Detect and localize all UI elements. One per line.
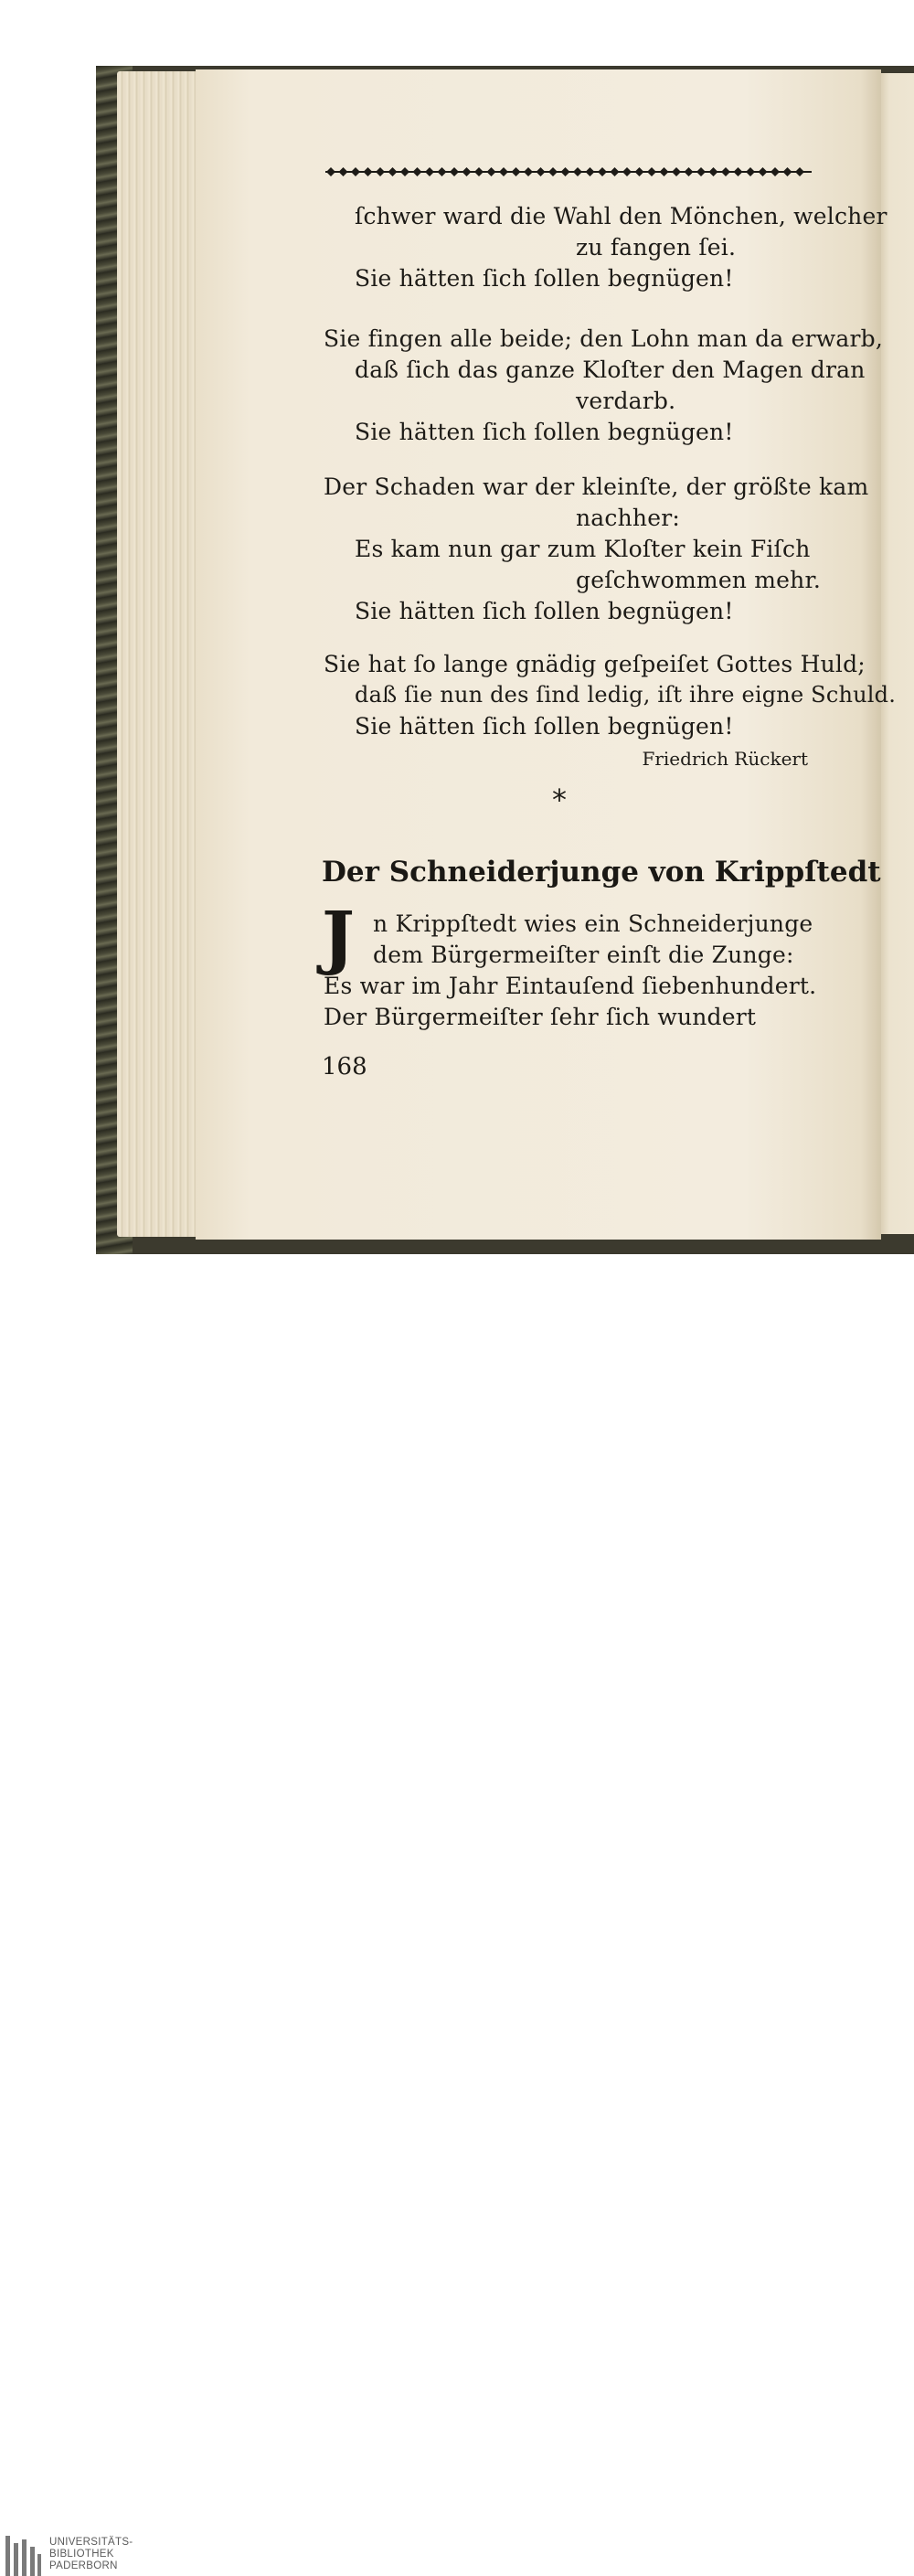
poem-line: daß ſich das ganze Kloſter den Magen dran — [355, 357, 866, 383]
ornament-diamond — [795, 167, 804, 176]
ornament-diamond — [537, 167, 546, 176]
page-number: 168 — [322, 1053, 367, 1080]
ornament-diamond — [450, 167, 459, 176]
drop-capital: J — [322, 896, 355, 977]
poem-line: geſchwommen mehr. — [576, 567, 822, 593]
poem-line: Der Bürgermeiſter ſehr ſich wundert — [324, 1004, 757, 1030]
poem-line: Sie hat ſo lange gnädig geſpeiſet Gottes Huld; — [324, 651, 866, 677]
ornament-diamond — [635, 167, 644, 176]
poem-line: nachher: — [576, 505, 680, 531]
ornament-diamond — [561, 167, 570, 176]
ornament-diamond — [326, 167, 335, 176]
poem-line: Sie fingen alle beide; den Lohn man da erwarb, — [324, 325, 883, 352]
ornament-diamond — [759, 167, 768, 176]
right-page-edge — [876, 73, 914, 1234]
poem-line: n Krippſtedt wies ein Schneiderjunge — [373, 910, 813, 937]
ornament-diamond — [746, 167, 755, 176]
ornament-diamond — [351, 167, 360, 176]
poem-line: Sie hätten ſich ſollen begnügen! — [355, 265, 734, 292]
library-logo-icon — [5, 2536, 42, 2576]
poem-line: Es war im Jahr Eintauſend ſiebenhundert. — [324, 973, 817, 999]
ornament-diamond — [573, 167, 582, 176]
ornament-diamond — [548, 167, 558, 176]
poem-line: daß ſie nun des ſind ledig, iſt ihre eigne Schuld. — [355, 682, 897, 708]
poem-line: Es kam nun gar zum Kloſter kein Fiſch — [355, 536, 811, 562]
ornament-diamond — [611, 167, 620, 176]
ornamental-rule — [325, 166, 812, 177]
ornament-diamond — [783, 167, 792, 176]
poem-line: Sie hätten ſich ſollen begnügen! — [355, 598, 734, 624]
poem-line: Sie hätten ſich ſollen begnügen! — [355, 419, 734, 445]
ornament-diamond — [771, 167, 780, 176]
poem-line: Der Schaden war der kleinſte, der größte kam — [324, 474, 869, 500]
poem-line: ſchwer ward die Wahl den Mönchen, welcher — [355, 203, 887, 229]
logo-line: PADERBORN — [49, 2560, 118, 2571]
ornament-diamond — [376, 167, 385, 176]
ornament-diamond — [598, 167, 607, 176]
ornament-diamond — [364, 167, 373, 176]
section-separator: * — [552, 782, 567, 817]
ornament-diamond — [413, 167, 422, 176]
ornament-diamond — [647, 167, 656, 176]
ornament-diamond — [672, 167, 681, 176]
ornament-diamond — [438, 167, 447, 176]
ornament-diamond — [586, 167, 595, 176]
ornament-diamond — [474, 167, 484, 176]
poem-title: Der Schneiderjunge von Krippſtedt — [322, 856, 881, 889]
ornament-diamond — [400, 167, 409, 176]
footer-band — [0, 1261, 914, 2571]
poem-line: Sie hätten ſich ſollen begnügen! — [355, 713, 734, 740]
ornament-diamond — [524, 167, 533, 176]
ornament-diamond — [425, 167, 434, 176]
ornament-diamond — [660, 167, 669, 176]
ornament-diamond — [709, 167, 718, 176]
ornament-diamond — [487, 167, 496, 176]
poem-line: verdarb. — [576, 388, 676, 414]
ornament-diamond — [499, 167, 508, 176]
ornament-diamond — [388, 167, 398, 176]
poem-line: zu fangen ſei. — [576, 234, 737, 261]
author-signature: Friedrich Rückert — [642, 748, 808, 770]
ornament-diamond — [721, 167, 730, 176]
poem-line: dem Bürgermeiſter einſt die Zunge: — [373, 942, 794, 968]
ornament-diamond — [622, 167, 632, 176]
library-logo-text — [49, 2537, 133, 2572]
logo-line: BIBLIOTHEK — [49, 2549, 114, 2560]
logo-line: UNIVERSITÄTS- — [49, 2537, 133, 2548]
ornament-diamond — [696, 167, 706, 176]
ornament-diamond — [512, 167, 521, 176]
page-edge-stack — [117, 71, 208, 1237]
ornament-diamond — [462, 167, 472, 176]
ornament-diamond — [339, 167, 348, 176]
ornament-diamond — [685, 167, 694, 176]
scanned-book-spread — [0, 0, 914, 1261]
ornament-diamond — [734, 167, 743, 176]
